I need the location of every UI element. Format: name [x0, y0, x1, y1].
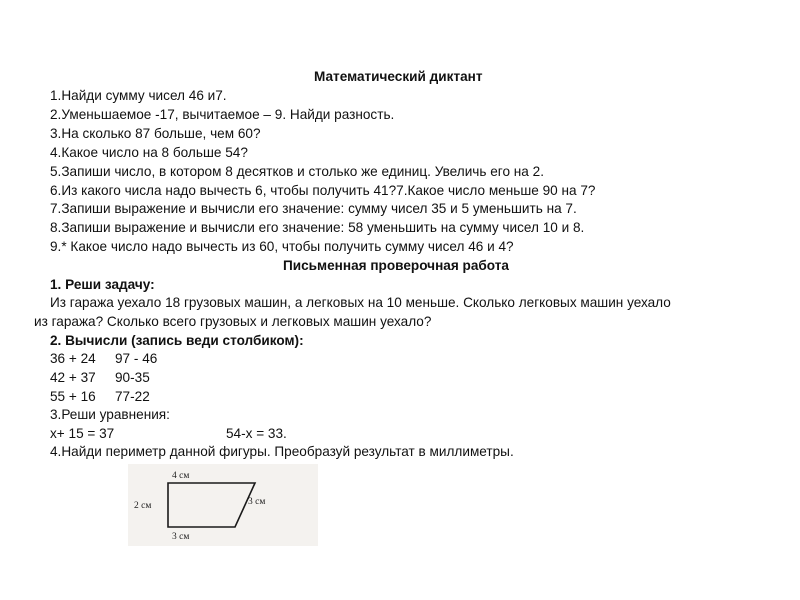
- task1-heading: 1. Реши задачу:: [50, 277, 155, 292]
- trapezoid-diagram: [128, 464, 318, 546]
- dictation-item-7: 7.Запиши выражение и вычисли его значение: сумму чисел 35 и 5 уменьшить на 7.: [50, 201, 577, 216]
- dictation-item-5: 5.Запиши число, в котором 8 десятков и столько же единиц. Увеличь его на 2.: [50, 164, 544, 179]
- label-top: 4 см: [172, 471, 190, 481]
- dictation-item-4: 4.Какое число на 8 больше 54?: [50, 145, 248, 160]
- task1-text-line1: Из гаража уехало 18 грузовых машин, а легковых на 10 меньше. Сколько легковых машин уехало: [50, 295, 671, 310]
- test-title: Письменная проверочная работа: [283, 258, 509, 273]
- dictation-item-6: 6.Из какого числа надо вычесть 6, чтобы получить 41?7.Какое число меньше 90 на 7?: [50, 183, 596, 198]
- dictation-item-3: 3.На сколько 87 больше, чем 60?: [50, 126, 261, 141]
- task1-text-line2: из гаража? Сколько всего грузовых и легковых машин уехало?: [34, 314, 432, 329]
- label-right: 3 см: [248, 497, 266, 507]
- task2-row3-right: 77-22: [115, 389, 150, 404]
- trapezoid-shape: [168, 483, 255, 527]
- equation-1: x+ 15 = 37: [50, 426, 115, 441]
- task2-row2-right: 90-35: [115, 370, 150, 385]
- dictation-item-9: 9.* Какое число надо вычесть из 60, чтобы получить сумму чисел 46 и 4?: [50, 239, 514, 254]
- dictation-item-1: 1.Найди сумму чисел 46 и7.: [50, 88, 227, 103]
- dictation-title: Математический диктант: [314, 69, 483, 84]
- task2-row3-left: 55 + 16: [50, 389, 96, 404]
- label-bottom: 3 см: [172, 532, 190, 542]
- task2-heading: 2. Вычисли (запись веди столбиком):: [50, 333, 304, 348]
- equation-2: 54-x = 33.: [226, 426, 287, 441]
- dictation-item-8: 8.Запиши выражение и вычисли его значение: 58 уменьшить на сумму чисел 10 и 8.: [50, 220, 585, 235]
- task2-row1-left: 36 + 24: [50, 351, 96, 366]
- dictation-item-2: 2.Уменьшаемое -17, вычитаемое – 9. Найди разность.: [50, 107, 395, 122]
- label-left: 2 см: [134, 501, 152, 511]
- task4-text: 4.Найди периметр данной фигуры. Преобразуй результат в миллиметры.: [50, 444, 514, 459]
- task3-heading: 3.Реши уравнения:: [50, 407, 170, 422]
- task2-row1-right: 97 - 46: [115, 351, 158, 366]
- trapezoid-figure: [128, 464, 318, 546]
- task2-row2-left: 42 + 37: [50, 370, 96, 385]
